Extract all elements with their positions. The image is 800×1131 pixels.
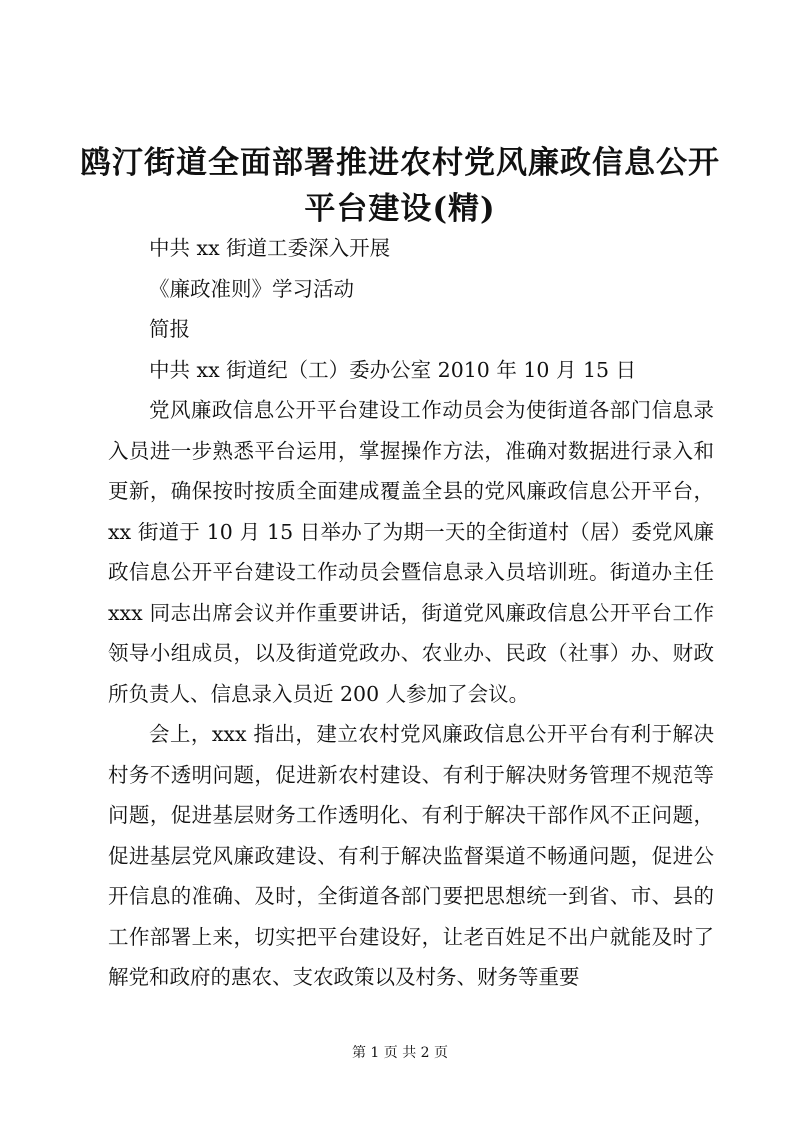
document-title [80, 140, 720, 232]
paragraph: 会上，xxx 指出，建立农村党风廉政信息公开平台有利于解决村务不透明问题，促进新农村建设、有利于解决财务管理不规范等问题，促进基层财务工作透明化、有利于解决干部作风不正问题，促进基层党风廉政建设、有利于解决监督渠道不畅通问题，促进公开信息的准确、及时，全街道各部门要把思想统一到省、市、县的工作部署上来，切实把平台建设好，让老百姓足不出户就能及时了解党和政府的惠农、支农政策以及村务、财务等重要 [108, 722, 714, 989]
issuer-line: 中共 xx 街道工委深入开展 [149, 236, 391, 260]
activity-line: 《廉政准则》学习活动 [149, 276, 354, 301]
title-line-2: 平台建设(精) [304, 191, 496, 227]
page-number-footer: 第 1 页 共 2 页 [351, 1045, 449, 1061]
document-body [108, 228, 714, 998]
bulletin-label: 简报 [149, 317, 190, 341]
paragraph: 党风廉政信息公开平台建设工作动员会为使街道各部门信息录入员进一步熟悉平台运用，掌握操作方法，准确对数据进行录入和更新，确保按时按质全面建成覆盖全县的党风廉政信息公开平台，xx 街道于 10 月 15 日举办了为期一天的全街道村（居）委党风廉政信息公开平台建设工作动员会暨信息录入员培训班。街道办主任 xxx 同志出席会议并作重要讲话，街道党风廉政信息公开平台工作领导小组成员，以及街道党政办、农业办、民政（社事）办、财政所负责人、信息录入员近 200 人参加了会议。 [108, 398, 714, 706]
issuer-date-line: 中共 xx 街道纪（工）委办公室 2010 年 10 月 15 日 [149, 357, 637, 382]
title-line-1: 鸥汀街道全面部署推进农村党风廉政信息公开 [80, 145, 720, 181]
